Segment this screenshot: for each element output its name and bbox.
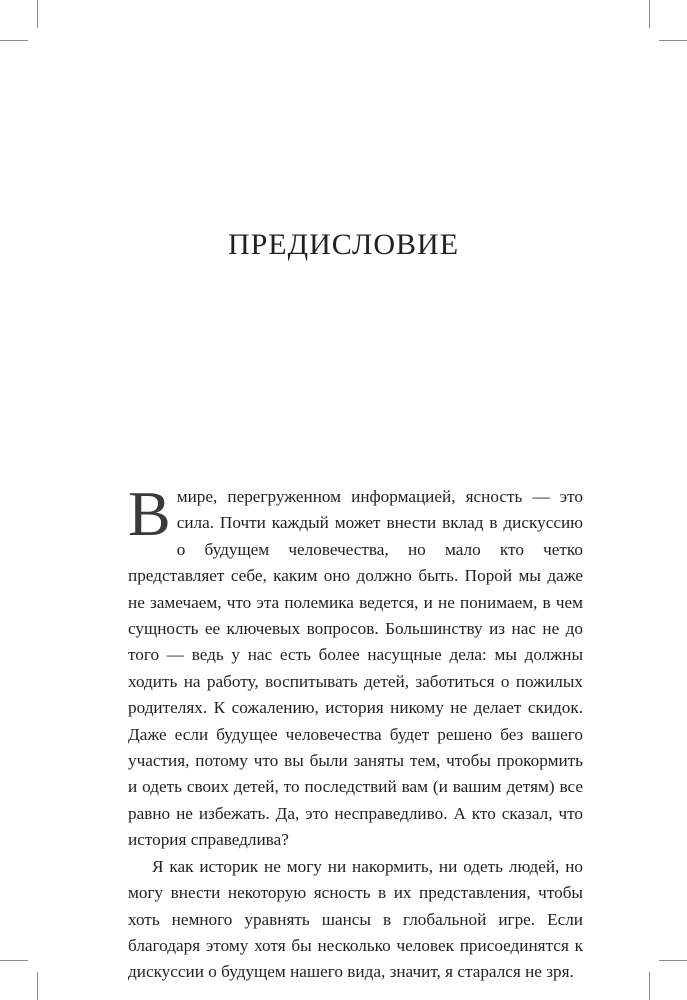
drop-cap: В (128, 478, 171, 549)
crop-mark-bottom-left-h (0, 960, 28, 961)
paragraph-2-text: Я как историк не могу ни накормить, ни одеть людей, но могу внести некоторую ясность в их представления, чтобы хоть немного уравнять шансы в глобальной игре. Если благодаря этому хотя бы несколько человек присоединятся к дискуссии о будущем нашего вида, значит, я старался не зря. (128, 856, 583, 982)
crop-mark-bottom-right-h (659, 960, 687, 961)
paragraph-1-text: мире, перегруженном информацией, ясность — это сила. Почти каждый может внести вклад в дискуссию о будущем человечества, но мало кто четко представляет себе, каким оно должно быть. Порой мы даже не замечаем, что эта полемика ведется, и не понимаем, в чем сущность ее ключевых вопросов. Большинству из нас не до того — ведь у нас есть более насущные дела: мы должны ходить на работу, воспитывать детей, заботиться о пожилых родителях. К сожалению, история никому не делает скидок. Даже если будущее человечества будет решено без вашего участия, потому что вы были заняты тем, чтобы прокормить и одеть своих детей, то последствий вам (и вашим детям) все равно не избежать. Да, это несправедливо. А кто сказал, что история справедлива? (128, 487, 583, 850)
paragraph-1 (128, 478, 583, 854)
crop-mark-top-right (649, 0, 650, 28)
body-text (128, 478, 583, 986)
crop-mark-top-left-h (0, 40, 28, 41)
crop-mark-top-left (37, 0, 38, 28)
paragraph-2 (128, 854, 583, 986)
crop-mark-bottom-left (37, 972, 38, 1000)
crop-mark-top-right-h (659, 40, 687, 41)
chapter-title: ПРЕДИСЛОВИЕ (227, 228, 460, 261)
crop-mark-bottom-right (649, 972, 650, 1000)
